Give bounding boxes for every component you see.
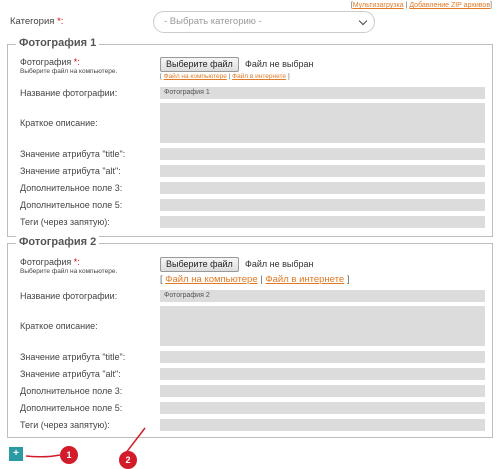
bracket-open: [ xyxy=(160,73,162,80)
required-mark: *: xyxy=(57,16,64,27)
alt-attr-label: Значение атрибута "alt": xyxy=(20,166,121,176)
separator: | xyxy=(260,274,263,285)
photo-name-input[interactable]: Фотография 2 xyxy=(160,290,485,302)
bracket-close: ] xyxy=(287,73,290,80)
file-status: Файл не выбран xyxy=(245,59,314,69)
category-label-text: Категория xyxy=(10,16,55,27)
title-attr-label: Значение атрибута "title": xyxy=(20,352,126,362)
annotation-arrow-1 xyxy=(26,455,60,457)
extra-field-5-label: Дополнительное поле 5: xyxy=(20,200,123,210)
description-label: Краткое описание: xyxy=(20,118,98,128)
extra-field-3-label: Дополнительное поле 3: xyxy=(20,183,123,193)
required-mark: *: xyxy=(73,257,80,267)
file-on-computer-link[interactable]: Файл на компьютере xyxy=(165,274,258,285)
file-on-internet-link[interactable]: Файл в интернете xyxy=(265,274,345,285)
photo-label-text: Фотография xyxy=(20,57,72,67)
bracket-open: [ xyxy=(350,2,353,9)
separator: | xyxy=(405,2,408,9)
bracket-open: [ xyxy=(160,274,163,285)
choose-file-button[interactable]: Выберите файл xyxy=(160,257,239,272)
alt-attr-label: Значение атрибута "alt": xyxy=(20,369,121,379)
file-on-computer-link[interactable]: Файл на компьютере xyxy=(163,73,227,80)
category-placeholder: - Выбрать категорию - xyxy=(164,16,262,27)
separator: | xyxy=(228,73,231,80)
file-status: Файл не выбран xyxy=(245,259,314,269)
extra-field-3-label: Дополнительное поле 3: xyxy=(20,386,123,396)
bracket-close: ] xyxy=(346,274,350,285)
photo-label-text: Фотография xyxy=(20,257,72,267)
photo-name-input[interactable]: Фотография 1 xyxy=(160,87,485,99)
tags-label: Теги (через запятую): xyxy=(20,420,110,430)
multi-upload-link[interactable]: Мультизагрузка xyxy=(352,2,404,9)
tags-label: Теги (через запятую): xyxy=(20,217,110,227)
extra-field-5-label: Дополнительное поле 5: xyxy=(20,403,123,413)
title-attr-label: Значение атрибута "title": xyxy=(20,149,126,159)
annotation-badge-2: 2 xyxy=(119,451,137,469)
fieldset-legend: Фотография 2 xyxy=(16,236,99,248)
description-label: Краткое описание: xyxy=(20,321,98,331)
file-hint: Выберите файл на компьютере. xyxy=(20,268,118,275)
file-hint: Выберите файл на компьютере. xyxy=(20,68,118,75)
fieldset-legend: Фотография 1 xyxy=(16,37,99,49)
annotation-badge-1: 1 xyxy=(60,446,78,464)
name-label: Название фотографии: xyxy=(20,291,118,301)
name-label: Название фотографии: xyxy=(20,88,118,98)
bracket-close: ] xyxy=(490,2,492,9)
file-on-internet-link[interactable]: Файл в интернете xyxy=(232,73,287,80)
zip-upload-link[interactable]: Добавление ZIP архивов xyxy=(409,2,491,9)
add-photo-button[interactable]: + xyxy=(9,447,23,461)
choose-file-button[interactable]: Выберите файл xyxy=(160,57,239,72)
required-mark: *: xyxy=(73,57,80,67)
